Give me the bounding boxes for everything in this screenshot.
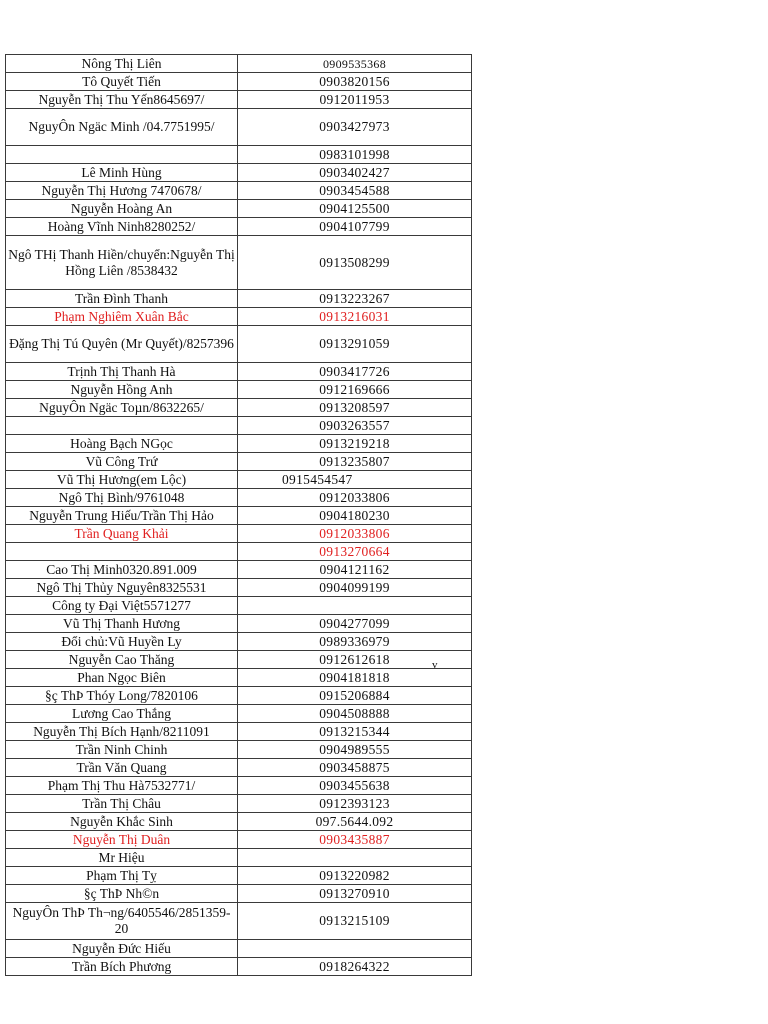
contact-name-cell[interactable]: Đặng Thị Tú Quyên (Mr Quyết)/8257396 — [6, 326, 238, 363]
table-row — [6, 453, 472, 471]
contact-phone-cell[interactable]: 0913291059 — [238, 326, 472, 363]
table-row — [6, 903, 472, 940]
table-row — [6, 435, 472, 453]
contact-phone-cell[interactable]: 0904180230 — [238, 507, 472, 525]
contact-phone-cell[interactable]: 0903458875 — [238, 759, 472, 777]
contact-name-cell[interactable]: Vũ Thị Thanh Hương — [6, 615, 238, 633]
contact-name-cell[interactable] — [6, 417, 238, 435]
contact-phone-cell[interactable]: 0904099199 — [238, 579, 472, 597]
table-row — [6, 759, 472, 777]
contact-name-cell[interactable]: Mr Hiệu — [6, 849, 238, 867]
contact-name-cell[interactable]: Cao Thị Minh0320.891.009 — [6, 561, 238, 579]
contact-phone-cell[interactable]: 0913219218 — [238, 435, 472, 453]
contact-phone-cell[interactable]: 0912169666 — [238, 381, 472, 399]
table-row — [6, 399, 472, 417]
table-row — [6, 200, 472, 218]
contact-name-cell[interactable]: Đổi chủ:Vũ Huyền Ly — [6, 633, 238, 651]
contact-phone-cell[interactable]: 0912011953 — [238, 91, 472, 109]
contact-phone-cell[interactable]: 0904125500 — [238, 200, 472, 218]
contact-phone-cell[interactable]: 0913220982 — [238, 867, 472, 885]
contact-phone-cell[interactable] — [238, 849, 472, 867]
contact-phone-cell[interactable]: 0903455638 — [238, 777, 472, 795]
contact-phone-cell[interactable]: 0903820156 — [238, 73, 472, 91]
contact-name-cell[interactable]: Nguyễn Khắc Sinh — [6, 813, 238, 831]
contact-name-cell[interactable]: §ç ThÞ Nh©n — [6, 885, 238, 903]
contact-phone-cell[interactable]: 0904508888 — [238, 705, 472, 723]
contact-phone-cell[interactable]: 0913216031 — [238, 308, 472, 326]
contact-name-cell[interactable]: Trần Ninh Chinh — [6, 741, 238, 759]
contact-name-cell[interactable]: Phạm Thị Thu Hà7532771/ — [6, 777, 238, 795]
contact-phone-cell[interactable]: 0904181818 — [238, 669, 472, 687]
contact-phone-cell[interactable]: 0913270664 — [238, 543, 472, 561]
table-row — [6, 615, 472, 633]
contact-phone-cell[interactable]: 0904277099 — [238, 615, 472, 633]
table-row — [6, 73, 472, 91]
table-row — [6, 363, 472, 381]
table-row — [6, 579, 472, 597]
table-row — [6, 867, 472, 885]
table-row — [6, 417, 472, 435]
contact-phone-cell[interactable]: 0912393123 — [238, 795, 472, 813]
contact-name-cell[interactable]: Công ty Đại Việt5571277 — [6, 597, 238, 615]
table-row — [6, 885, 472, 903]
table-row — [6, 723, 472, 741]
contact-name-cell[interactable]: Nguyễn Hoàng An — [6, 200, 238, 218]
table-row — [6, 849, 472, 867]
table-row — [6, 381, 472, 399]
table-row — [6, 308, 472, 326]
contact-name-cell[interactable]: NguyÔn ThÞ Th¬ng/6405546/2851359-20 — [6, 903, 238, 940]
table-row — [6, 669, 472, 687]
contact-phone-cell[interactable]: 0913508299 — [238, 236, 472, 290]
table-row — [6, 561, 472, 579]
table-row — [6, 326, 472, 363]
contacts-table-body — [6, 55, 472, 976]
table-row — [6, 543, 472, 561]
contact-phone-cell[interactable]: 0903417726 — [238, 363, 472, 381]
table-row — [6, 489, 472, 507]
contact-phone-cell[interactable]: 0912033806 — [238, 489, 472, 507]
contact-name-cell[interactable]: Nguyễn Hồng Anh — [6, 381, 238, 399]
table-row — [6, 958, 472, 976]
contact-phone-cell[interactable]: 0903427973 — [238, 109, 472, 146]
contact-name-cell[interactable]: Hoàng Bạch NGọc — [6, 435, 238, 453]
table-row — [6, 741, 472, 759]
contact-phone-cell[interactable]: 0903435887 — [238, 831, 472, 849]
contact-name-cell[interactable]: Ngô Thị Bình/9761048 — [6, 489, 238, 507]
table-row — [6, 507, 472, 525]
contact-phone-cell[interactable]: 0915206884 — [238, 687, 472, 705]
contact-phone-cell[interactable]: 0918264322 — [238, 958, 472, 976]
table-row — [6, 597, 472, 615]
contact-name-cell[interactable] — [6, 146, 238, 164]
contact-name-cell[interactable]: Nguyễn Cao Thăng — [6, 651, 238, 669]
contact-phone-cell[interactable]: 097.5644.092 — [238, 813, 472, 831]
contact-phone-cell[interactable]: 0909535368 — [238, 55, 472, 73]
contact-name-cell[interactable]: Vũ Thị Hương(em Lộc) — [6, 471, 238, 489]
contact-phone-cell[interactable]: 0904121162 — [238, 561, 472, 579]
contact-name-cell[interactable]: Trần Văn Quang — [6, 759, 238, 777]
contact-phone-cell[interactable]: 0912612618 — [238, 651, 472, 669]
contact-name-cell[interactable] — [6, 543, 238, 561]
contact-phone-cell[interactable]: 0989336979 — [238, 633, 472, 651]
contact-phone-cell[interactable] — [238, 597, 472, 615]
table-row — [6, 290, 472, 308]
table-row — [6, 236, 472, 290]
contact-phone-cell[interactable] — [238, 940, 472, 958]
contact-name-cell[interactable]: Nguyễn Đức Hiếu — [6, 940, 238, 958]
contact-name-cell[interactable]: Ngô Thị Thủy Nguyên8325531 — [6, 579, 238, 597]
contact-phone-cell[interactable]: 0913223267 — [238, 290, 472, 308]
table-row — [6, 146, 472, 164]
contact-name-cell[interactable]: Lê Minh Hùng — [6, 164, 238, 182]
contact-phone-cell[interactable]: 0904107799 — [238, 218, 472, 236]
table-row — [6, 182, 472, 200]
contact-name-cell[interactable]: Nguyễn Thị Hương 7470678/ — [6, 182, 238, 200]
contact-phone-cell[interactable]: 0913208597 — [238, 399, 472, 417]
contact-phone-cell[interactable]: 0904989555 — [238, 741, 472, 759]
contact-phone-cell[interactable]: 0912033806 — [238, 525, 472, 543]
contact-name-cell[interactable]: Trần Đình Thanh — [6, 290, 238, 308]
contact-phone-cell[interactable]: 0913235807 — [238, 453, 472, 471]
table-row — [6, 705, 472, 723]
contact-name-cell[interactable]: Trịnh Thị Thanh Hà — [6, 363, 238, 381]
table-row — [6, 471, 472, 489]
contact-phone-cell[interactable]: 0913215109 — [238, 903, 472, 940]
contact-name-cell[interactable]: Hoàng Vĩnh Ninh8280252/ — [6, 218, 238, 236]
contact-name-cell[interactable]: NguyÔn Ngäc Minh /04.7751995/ — [6, 109, 238, 146]
table-row — [6, 55, 472, 73]
contact-name-cell[interactable]: Ngô THị Thanh Hiền/chuyển:Nguyễn Thị Hồng Liên /8538432 — [6, 236, 238, 290]
table-row — [6, 651, 472, 669]
table-row — [6, 795, 472, 813]
contact-phone-cell[interactable]: 0913270910 — [238, 885, 472, 903]
contact-name-cell[interactable]: NguyÔn Ngäc Toµn/8632265/ — [6, 399, 238, 417]
contact-name-cell[interactable]: §ç ThÞ Thóy Long/7820106 — [6, 687, 238, 705]
table-row — [6, 687, 472, 705]
contact-name-cell[interactable]: Trần Bích Phương — [6, 958, 238, 976]
table-row — [6, 109, 472, 146]
contact-phone-cell[interactable]: 0913215344 — [238, 723, 472, 741]
contact-phone-cell[interactable]: 0903402427 — [238, 164, 472, 182]
contact-phone-cell[interactable]: 0903263557 — [238, 417, 472, 435]
contact-name-cell[interactable]: Tô Quyết Tiến — [6, 73, 238, 91]
contact-name-cell[interactable]: Nguyễn Thị Duân — [6, 831, 238, 849]
contact-name-cell[interactable]: Phạm Nghiêm Xuân Bắc — [6, 308, 238, 326]
table-row — [6, 633, 472, 651]
contact-name-cell[interactable]: Phan Ngọc Biên — [6, 669, 238, 687]
contact-name-cell[interactable]: Nguyễn Thị Bích Hạnh/8211091 — [6, 723, 238, 741]
stray-cell-mark: v — [432, 659, 438, 671]
contact-name-cell[interactable]: Trần Thị Châu — [6, 795, 238, 813]
table-row — [6, 777, 472, 795]
contact-name-cell[interactable]: Lương Cao Thắng — [6, 705, 238, 723]
contact-name-cell[interactable]: Nguyễn Trung Hiếu/Trần Thị Hảo — [6, 507, 238, 525]
table-row — [6, 218, 472, 236]
contact-name-cell[interactable]: Vũ Công Trứ — [6, 453, 238, 471]
table-row — [6, 91, 472, 109]
table-row — [6, 940, 472, 958]
contacts-table — [5, 54, 472, 976]
table-row — [6, 525, 472, 543]
contact-name-cell[interactable]: Trần Quang Khải — [6, 525, 238, 543]
contact-phone-cell[interactable]: 0903454588 — [238, 182, 472, 200]
table-row — [6, 813, 472, 831]
contact-phone-cell[interactable]: 0915454547 — [238, 471, 472, 489]
contact-name-cell[interactable]: Nông Thị Liên — [6, 55, 238, 73]
contact-name-cell[interactable]: Nguyễn Thị Thu Yến8645697/ — [6, 91, 238, 109]
table-row — [6, 164, 472, 182]
contact-name-cell[interactable]: Phạm Thị Tỵ — [6, 867, 238, 885]
table-row — [6, 831, 472, 849]
contact-phone-cell[interactable]: 0983101998 — [238, 146, 472, 164]
